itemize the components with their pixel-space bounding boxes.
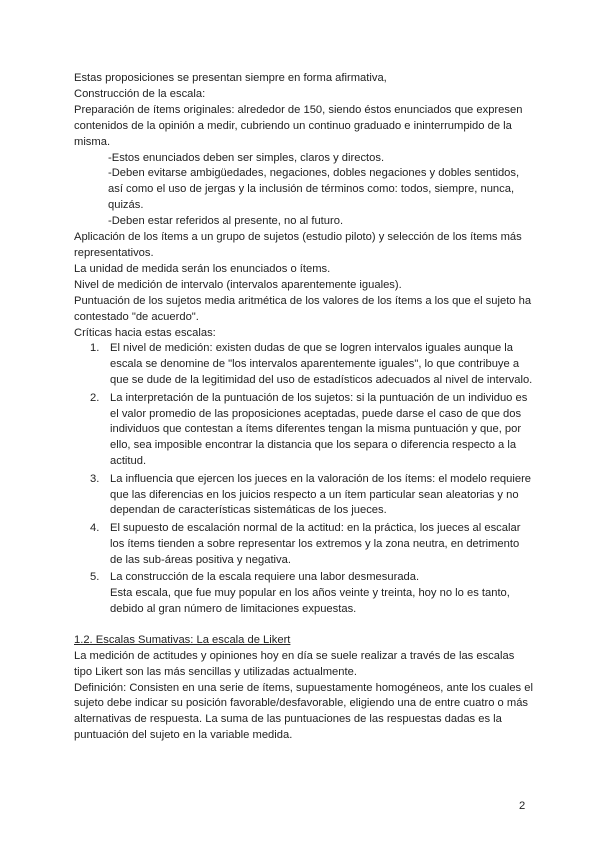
construction-label: Construcción de la escala: (74, 87, 206, 100)
scoring-paragraph: Puntuación de los sujetos media aritmética de los valores de los ítems a los que el sujeto ha contestado "de acuerdo". (74, 294, 532, 323)
intro-line: Estas proposiciones se presentan siempre en forma afirmativa, (74, 72, 387, 84)
section-heading: 1.2. Escalas Sumativas: La escala de Likert (74, 633, 291, 646)
critique-extra-text: Esta escala, que fue muy popular en los años veinte y treinta, hoy no lo es tanto, debido al gran número de limitaciones expuestas. (110, 587, 510, 615)
critiques-label: Críticas hacia estas escalas: (74, 326, 216, 339)
unit-paragraph: La unidad de medida serán los enunciados o ítems. (74, 262, 331, 275)
critique-number: 3. (90, 472, 100, 485)
critique-text: El nivel de medición: existen dudas de que se logren intervalos iguales aunque la escala se denomine de "los intervalos aparentemente iguales", lo que contribuye a que se dude de la legitimidad del uso de estadísticos adecuados al nivel de intervalo. (110, 342, 533, 387)
preparation-paragraph: Preparación de ítems originales: alrededor de 150, siendo éstos enunciados que expresen contenidos de la opinión a medir, cubriendo un continuo graduado e ininterrumpido de la misma. (74, 103, 523, 148)
rule-item: -Estos enunciados deben ser simples, claros y directos. (108, 151, 385, 164)
page-content (74, 71, 534, 744)
critique-item (74, 391, 534, 471)
critique-item (74, 472, 534, 520)
rule-item: -Deben estar referidos al presente, no al futuro. (108, 215, 344, 228)
critique-text: El supuesto de escalación normal de la actitud: en la práctica, los jueces al escalar los ítems tienden a sobre representar los extremos y la zona neutra, en detrimento de las sub-áreas positiva y negativa. (110, 521, 521, 566)
critique-item (74, 341, 534, 389)
critique-text: La construcción de la escala requiere una labor desmesurada. (110, 571, 420, 584)
critique-text: La interpretación de la puntuación de los sujetos: si la puntuación de un individuo es el valor promedio de las proposiciones aceptadas, puede darse el caso de que dos individuos que contestan a ítems diferentes tengan la misma puntuación y que, por ello, sea imposible encontrar la distancia que los separa o diferencia respecto a la actitud. (110, 391, 528, 468)
page-number: 2 (519, 800, 526, 812)
critique-text: La influencia que ejercen los jueces en la valoración de los ítems: el modelo requiere que las diferencias en los juicios respecto a un ítem particular sean aleatorias y no dependan de características sistemáticas de los jueces. (110, 472, 532, 517)
level-paragraph: Nivel de medición de intervalo (intervalos aparentemente iguales). (74, 278, 402, 291)
rule-item: -Deben evitarse ambigüedades, negaciones, dobles negaciones y dobles sentidos, así como el uso de jergas y la inclusión de términos como: todos, siempre, nunca, quizás. (108, 167, 520, 212)
critique-number: 2. (90, 391, 100, 404)
critique-item (74, 570, 534, 618)
critique-number: 5. (90, 571, 100, 584)
definition-paragraph: Definición: Consisten en una serie de ítems, supuestamente homogéneos, ante los cuales el sujeto debe indicar su posición favorable/desfavorable, eligiendo una de entre cuatro o más alternativas de respuesta. La suma de las puntuaciones de las respuestas dadas es la puntuación del sujeto en la variable medida. (74, 681, 533, 742)
critique-number: 1. (90, 342, 100, 355)
critiques-list (74, 341, 534, 617)
likert-intro-paragraph: La medición de actitudes y opiniones hoy en día se suele realizar a través de las escalas tipo Likert son las más sencillas y utilizadas actualmente. (74, 649, 515, 678)
application-paragraph: Aplicación de los ítems a un grupo de sujetos (estudio piloto) y selección de los ítems más representativos. (74, 231, 522, 259)
critique-number: 4. (90, 521, 100, 534)
critique-item (74, 521, 534, 569)
